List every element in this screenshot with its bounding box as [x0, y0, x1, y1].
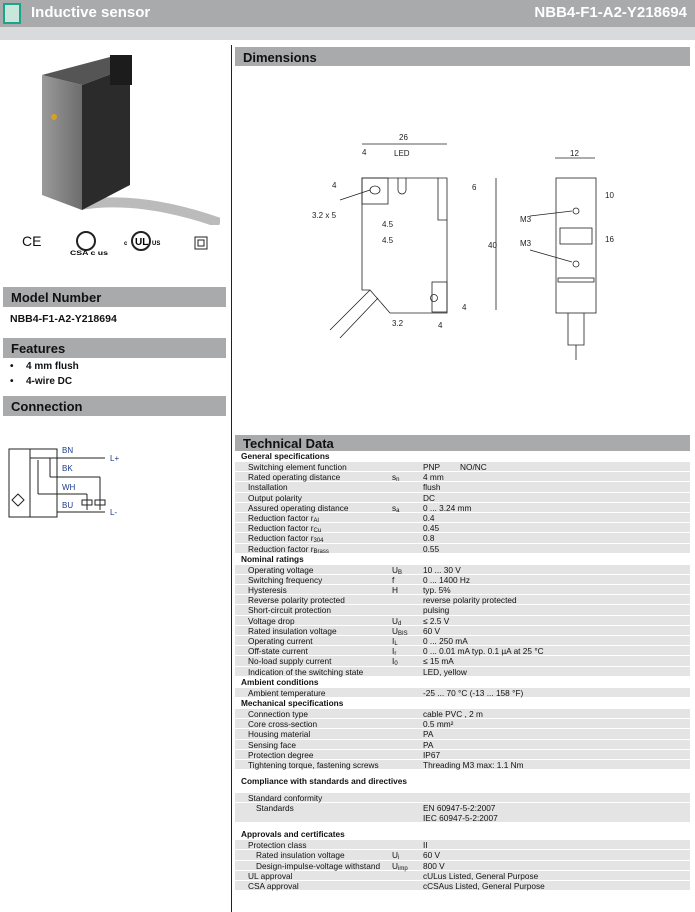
label-text: Rated insulation voltage	[248, 625, 337, 636]
row-value-2: IEC 60947-5-2:2007	[423, 813, 498, 824]
row-value: cable PVC , 2 m	[423, 708, 483, 719]
row-value: EN 60947-5-2:2007	[423, 803, 496, 814]
table-row	[235, 646, 690, 656]
row-label	[248, 544, 329, 554]
label-text: Reduction factor r	[248, 512, 314, 523]
table-row	[235, 667, 690, 677]
wire-label-wh: WH	[62, 483, 76, 492]
wire-label-bu: BU	[62, 501, 74, 510]
symbol-subscript: i	[398, 855, 400, 862]
symbol-text: f	[392, 574, 395, 585]
row-label	[248, 881, 299, 891]
row-label	[248, 533, 324, 543]
symbol-text: U	[392, 850, 398, 861]
row-symbol	[392, 565, 402, 575]
row-symbol	[392, 646, 396, 656]
label-text: Protection class	[248, 840, 307, 851]
section-heading: Nominal ratings	[241, 553, 304, 564]
table-row	[235, 709, 690, 719]
symbol-subscript: BIS	[398, 630, 408, 637]
brand-square-icon	[3, 3, 21, 24]
row-value: Threading M3 max: 1.1 Nm	[423, 759, 524, 770]
row-label	[248, 688, 325, 698]
feature-item: • 4 mm flush	[10, 361, 79, 372]
symbol-subscript: d	[398, 620, 402, 627]
row-value: 0.8	[423, 533, 435, 544]
wire-label-bk: BK	[62, 464, 73, 473]
section-heading: General specifications	[241, 451, 330, 461]
label-text: Connection type	[248, 708, 308, 719]
row-value: 0.5 mm²	[423, 719, 454, 730]
row-value: II	[423, 840, 428, 851]
row-symbol	[392, 636, 398, 646]
label-text: Rated insulation voltage	[256, 850, 345, 861]
section-heading: Ambient conditions	[241, 676, 319, 687]
row-label	[248, 740, 296, 750]
table-row	[235, 688, 690, 698]
table-row	[235, 626, 690, 636]
row-symbol	[392, 585, 398, 595]
svg-text:US: US	[152, 241, 161, 247]
row-label	[248, 482, 288, 492]
symbol-subscript: a	[396, 507, 400, 514]
row-value: 60 V	[423, 625, 441, 636]
row-value: 0 ... 250 mA	[423, 636, 468, 646]
row-value: reverse polarity protected	[423, 595, 517, 606]
svg-text:LED: LED	[394, 149, 410, 158]
row-label	[248, 793, 322, 803]
symbol-text: U	[392, 625, 398, 636]
table-row	[235, 861, 690, 871]
row-label	[248, 656, 331, 666]
label-text: Sensing face	[248, 739, 296, 750]
table-row	[235, 636, 690, 646]
row-symbol	[392, 861, 408, 871]
label-text: UL approval	[248, 870, 293, 881]
label-text: Core cross-section	[248, 719, 318, 730]
row-label	[248, 585, 287, 595]
label-text: No-load supply current	[248, 656, 332, 667]
svg-text:4: 4	[438, 321, 443, 330]
table-row	[235, 585, 690, 595]
label-subscript: 304	[313, 538, 324, 545]
row-symbol	[392, 656, 398, 666]
table-row	[235, 881, 690, 891]
features-heading: Features	[3, 338, 226, 358]
ce-mark-icon: CE	[22, 233, 42, 249]
svg-text:12: 12	[570, 149, 579, 158]
table-row	[235, 840, 690, 850]
symbol-subscript: L	[394, 641, 398, 647]
row-value: 0.45	[423, 523, 440, 534]
row-label	[248, 513, 319, 523]
symbol-text: U	[392, 860, 398, 871]
terminal-l-plus: L+	[110, 454, 120, 463]
row-value: LED, yellow	[423, 666, 467, 677]
label-text: Reduction factor r	[248, 523, 314, 534]
ul-mark-icon	[124, 230, 168, 252]
connection-heading: Connection	[3, 396, 226, 416]
row-value: 0 ... 3.24 mm	[423, 502, 472, 513]
label-subscript: Brass	[313, 548, 329, 555]
table-row	[235, 595, 690, 605]
table-row	[235, 544, 690, 554]
page-title: Inductive sensor	[31, 4, 151, 21]
dimension-drawing	[300, 130, 630, 360]
table-row	[235, 793, 690, 803]
table-row	[235, 523, 690, 533]
label-text: Protection degree	[248, 749, 314, 760]
header-strip	[0, 27, 695, 40]
row-symbol	[392, 626, 408, 636]
row-value: 0.4	[423, 512, 435, 523]
label-subscript: Cu	[313, 528, 322, 535]
table-row	[235, 656, 690, 666]
row-label	[248, 626, 337, 636]
label-text: Rated operating distance	[248, 472, 341, 483]
row-label	[248, 646, 308, 656]
table-row	[235, 871, 690, 881]
table-row	[235, 565, 690, 575]
section-heading: Approvals and certificates	[241, 829, 345, 840]
symbol-text: I	[392, 636, 395, 646]
product-image	[20, 45, 220, 225]
row-label	[248, 595, 345, 605]
label-text: Housing material	[248, 729, 311, 740]
svg-text:4: 4	[362, 148, 367, 157]
label-text: CSA approval	[248, 881, 299, 891]
row-symbol	[392, 575, 394, 585]
protection-class-ii-icon	[194, 236, 208, 250]
symbol-subscript: r	[394, 651, 397, 658]
row-value: 0 ... 0.01 mA typ. 0.1 µA at 25 °C	[423, 646, 544, 657]
symbol-text: I	[392, 656, 395, 667]
row-label	[248, 709, 308, 719]
label-subscript: Al	[313, 517, 319, 524]
label-text: Off-state current	[248, 646, 308, 657]
label-text: Switching frequency	[248, 574, 323, 585]
feature-item: • 4-wire DC	[10, 376, 73, 387]
label-text: Assured operating distance	[248, 502, 349, 513]
table-row	[235, 503, 690, 513]
row-label	[248, 503, 349, 513]
svg-text:40: 40	[488, 241, 497, 250]
table-row	[235, 740, 690, 750]
svg-text:16: 16	[605, 235, 614, 244]
row-label	[248, 493, 302, 503]
row-value: 10 ... 30 V	[423, 564, 461, 575]
row-label	[248, 636, 313, 646]
symbol-text: U	[392, 615, 398, 626]
row-label	[248, 575, 322, 585]
row-value: pulsing	[423, 605, 450, 616]
csa-mark-text: CSA c us	[70, 251, 109, 257]
symbol-subscript: imp	[398, 865, 408, 872]
row-label	[248, 719, 317, 729]
label-text: Indication of the switching state	[248, 666, 364, 677]
svg-text:4: 4	[332, 181, 337, 190]
symbol-subscript: n	[396, 477, 400, 484]
table-row	[235, 605, 690, 615]
row-value: cCSAus Listed, General Purpose	[423, 881, 545, 891]
table-row	[235, 616, 690, 626]
row-label	[256, 861, 380, 871]
row-label	[248, 616, 295, 626]
row-value: 60 V	[423, 850, 441, 861]
table-row	[235, 760, 690, 770]
svg-text:4: 4	[462, 303, 467, 312]
svg-text:4.5: 4.5	[382, 220, 394, 229]
row-label	[248, 729, 310, 739]
column-divider	[231, 45, 232, 912]
label-text: Operating current	[248, 636, 313, 646]
svg-text:c: c	[124, 241, 128, 247]
label-text: Short-circuit protection	[248, 605, 332, 616]
label-text: Reduction factor r	[248, 533, 314, 544]
connection-diagram	[0, 440, 140, 525]
row-symbol	[392, 472, 400, 482]
label-text: Ambient temperature	[248, 687, 326, 698]
label-text: Voltage drop	[248, 615, 295, 626]
row-value-2: NO/NC	[460, 462, 487, 472]
label-text: Output polarity	[248, 492, 302, 503]
row-label	[248, 760, 379, 770]
table-row	[235, 575, 690, 585]
svg-text:3.2 x 5: 3.2 x 5	[312, 211, 337, 220]
row-value: ≤ 2.5 V	[423, 615, 450, 626]
row-value: 0 ... 1400 Hz	[423, 574, 471, 585]
row-label	[248, 750, 314, 760]
terminal-l-minus: L-	[110, 508, 118, 517]
row-label	[248, 462, 347, 472]
svg-text:10: 10	[605, 191, 614, 200]
row-label	[248, 565, 314, 575]
row-label	[248, 667, 363, 677]
table-row	[235, 803, 690, 823]
label-text: Installation	[248, 482, 288, 493]
row-value: PNP	[423, 462, 441, 472]
row-value: PA	[423, 729, 434, 740]
row-value: flush	[423, 482, 441, 493]
row-symbol	[392, 850, 399, 860]
row-value: IP67	[423, 749, 441, 760]
label-text: Hysteresis	[248, 585, 287, 596]
table-row	[235, 750, 690, 760]
symbol-subscript: 0	[394, 661, 398, 668]
label-text: Operating voltage	[248, 564, 314, 575]
symbol-text: s	[392, 502, 397, 513]
symbol-text: I	[392, 646, 395, 657]
label-text: Switching element function	[248, 462, 347, 472]
row-value: cULus Listed, General Purpose	[423, 870, 539, 881]
table-row	[235, 533, 690, 543]
table-row	[235, 462, 690, 472]
table-row	[235, 482, 690, 492]
label-text: Standards	[256, 803, 294, 814]
table-row	[235, 513, 690, 523]
technical-data-table	[235, 451, 690, 891]
symbol-text: H	[392, 585, 398, 596]
row-label	[256, 850, 345, 860]
row-label	[248, 523, 321, 533]
label-text: Reverse polarity protected	[248, 595, 345, 606]
section-heading: Mechanical specifications	[241, 697, 344, 708]
svg-text:26: 26	[399, 133, 408, 142]
row-label	[248, 472, 340, 482]
label-text: Reduction factor r	[248, 543, 314, 554]
label-text: Standard conformity	[248, 793, 323, 804]
row-label	[256, 803, 294, 813]
svg-text:M3: M3	[520, 215, 532, 224]
row-value: typ. 5%	[423, 585, 451, 596]
symbol-text: s	[392, 472, 397, 483]
row-value: 0.55	[423, 543, 440, 554]
row-label	[248, 605, 331, 615]
row-symbol	[392, 616, 401, 626]
row-value: 4 mm	[423, 472, 444, 483]
table-row	[235, 472, 690, 482]
symbol-text: U	[392, 564, 398, 575]
table-row	[235, 493, 690, 503]
svg-text:3.2: 3.2	[392, 319, 404, 328]
label-text: Design-impulse-voltage withstand	[256, 860, 381, 871]
wire-label-bn: BN	[62, 446, 74, 455]
row-value: DC	[423, 492, 435, 503]
model-number-value: NBB4-F1-A2-Y218694	[10, 313, 117, 325]
svg-text:4.5: 4.5	[382, 236, 394, 245]
table-row	[235, 850, 690, 860]
row-label	[248, 840, 307, 850]
label-text: Tightening torque, fastening screws	[248, 759, 379, 770]
row-symbol	[392, 503, 400, 513]
symbol-subscript: B	[398, 569, 403, 576]
svg-text:UL: UL	[135, 237, 149, 248]
csa-mark-icon	[68, 230, 112, 258]
section-heading: Compliance with standards and directives	[241, 776, 407, 787]
technical-data-heading: Technical Data	[235, 435, 690, 451]
header-model: NBB4-F1-A2-Y218694	[534, 4, 687, 21]
table-row	[235, 729, 690, 739]
model-number-heading: Model Number	[3, 287, 226, 307]
row-value: 800 V	[423, 860, 445, 871]
row-value: PA	[423, 739, 434, 750]
dimensions-heading: Dimensions	[235, 47, 690, 66]
svg-text:6: 6	[472, 183, 477, 192]
row-value: ≤ 15 mA	[423, 656, 454, 667]
row-label	[248, 871, 292, 881]
table-row	[235, 719, 690, 729]
row-value: -25 ... 70 °C (-13 ... 158 °F)	[423, 687, 524, 698]
svg-text:M3: M3	[520, 239, 532, 248]
